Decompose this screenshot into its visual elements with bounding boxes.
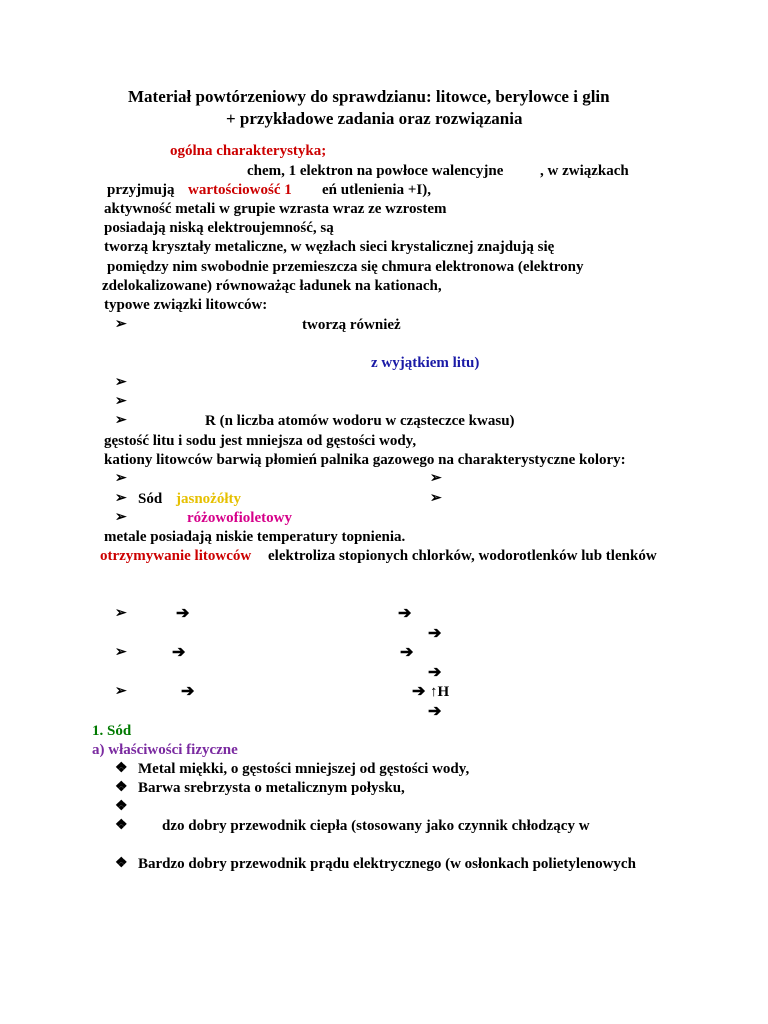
text-przyjmuja: przyjmują (107, 182, 175, 198)
text-tworza-rowniez: tworzą również (302, 317, 401, 333)
text-gestosc-litu: gęstość litu i sodu jest mniejsza od gęstości wody, (104, 433, 417, 449)
text-sod-flame: Sód (138, 491, 163, 507)
text-elektroujemnosc: posiadają niską elektroujemność, są (104, 220, 334, 236)
text-w-zwiazkach: , w związkach (540, 163, 629, 179)
heading-ogolna-charakterystyka: ogólna charakterystyka; (170, 143, 327, 159)
diamond-bullet-icon: ❖ (115, 856, 128, 871)
arrow-icon: ➔ (428, 703, 442, 720)
bullet-icon: ➢ (115, 413, 127, 428)
arrow-icon: ➔ (181, 683, 195, 700)
text-wartosciowosc: wartościowość 1 (188, 182, 292, 198)
diamond-bullet-icon: ❖ (115, 818, 128, 833)
bullet-icon: ➢ (115, 471, 127, 486)
subheading-wlasciwosci-fizyczne: a) właściwości fizyczne (92, 742, 238, 758)
list-item: Bardzo dobry przewodnik prądu elektrycznego (w osłonkach polietylenowych (138, 856, 636, 872)
diamond-bullet-icon: ❖ (115, 780, 128, 795)
text-stopien-utlenienia: eń utlenienia +I), (322, 182, 431, 198)
text-aktywnosc: aktywność metali w grupie wzrasta wraz ze wzrostem (104, 201, 447, 217)
text-zdelokalizowane: zdelokalizowane) równoważąc ładunek na kationach, (102, 278, 442, 294)
list-item: Metal miękki, o gęstości mniejszej od gęstości wody, (138, 761, 470, 777)
diamond-bullet-icon: ❖ (115, 799, 128, 814)
bullet-icon: ➢ (115, 491, 127, 506)
arrow-icon: ➔ (428, 664, 442, 681)
bullet-icon: ➢ (430, 491, 442, 506)
bullet-icon: ➢ (115, 684, 127, 699)
text-typowe-zwiazki: typowe związki litowców: (104, 297, 268, 313)
text-chmura-elektronowa: pomiędzy nim swobodnie przemieszcza się chmura elektronowa (elektrony (107, 259, 584, 275)
arrow-icon: ➔ (412, 683, 426, 700)
arrow-icon: ➔ (400, 644, 414, 661)
section-heading-sod: 1. Sód (92, 723, 132, 739)
text-chem-elektron: chem, 1 elektron na powłoce walencyjne (247, 163, 504, 179)
bullet-icon: ➢ (115, 510, 127, 525)
text-z-wyjatkiem-litu: z wyjątkiem litu) (371, 355, 480, 371)
bullet-icon: ➢ (115, 645, 127, 660)
bullet-icon: ➢ (115, 606, 127, 621)
text-up-h: ↑H (430, 684, 450, 700)
arrow-icon: ➔ (176, 605, 190, 622)
list-item: Barwa srebrzysta o metalicznym połysku, (138, 780, 405, 796)
text-krysztaly: tworzą kryształy metaliczne, w węzłach sieci krystalicznej znajdują się (104, 239, 555, 255)
bullet-icon: ➢ (115, 375, 127, 390)
text-liczba-atomow: R (n liczba atomów wodoru w cząsteczce kwasu) (205, 413, 515, 429)
title-line-1: Materiał powtórzeniowy do sprawdzianu: litowce, berylowce i glin (128, 87, 610, 106)
bullet-icon: ➢ (115, 317, 127, 332)
bullet-icon: ➢ (430, 471, 442, 486)
text-niskie-temperatury: metale posiadają niskie temperatury topnienia. (104, 529, 406, 545)
text-rozowofioletowy: różowofioletowy (187, 510, 292, 526)
text-elektroliza: elektroliza stopionych chlorków, wodorotlenków lub tlenków (268, 548, 657, 564)
title-line-2: + przykładowe zadania oraz rozwiązania (226, 109, 523, 128)
list-item: dzo dobry przewodnik ciepła (stosowany jako czynnik chłodzący w (162, 818, 590, 834)
text-kationy-barwia: kationy litowców barwią płomień palnika gazowego na charakterystyczne kolory: (104, 452, 626, 468)
text-otrzymywanie-litowcow: otrzymywanie litowców (100, 548, 252, 564)
text-jasnozolty: jasnożółty (176, 491, 241, 507)
diamond-bullet-icon: ❖ (115, 761, 128, 776)
bullet-icon: ➢ (115, 394, 127, 409)
arrow-icon: ➔ (428, 625, 442, 642)
arrow-icon: ➔ (172, 644, 186, 661)
arrow-icon: ➔ (398, 605, 412, 622)
